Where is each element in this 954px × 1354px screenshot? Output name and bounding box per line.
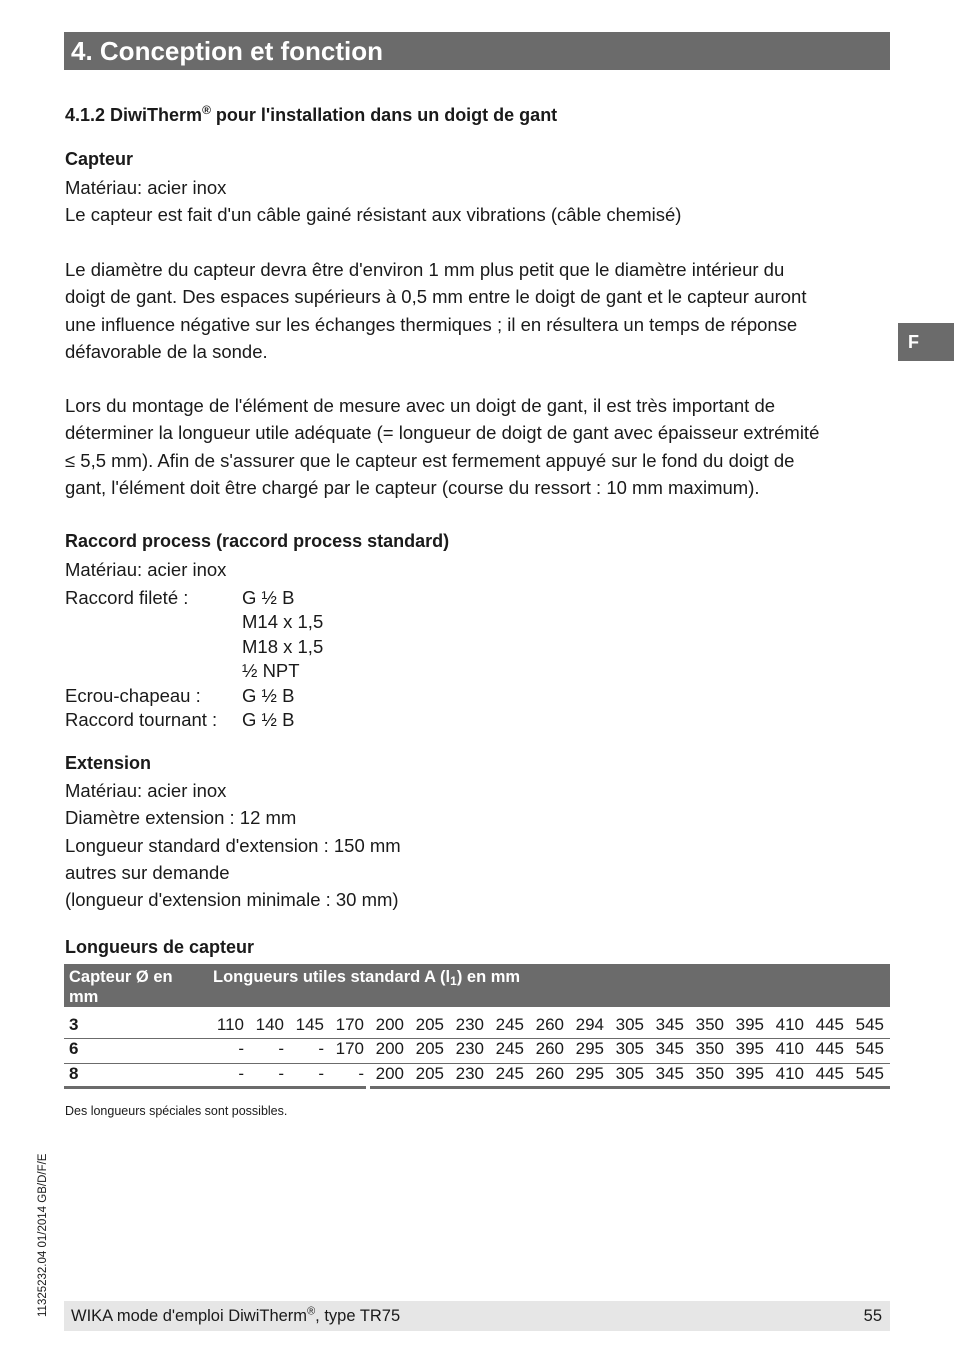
table-note: Des longueurs spéciales sont possibles. bbox=[65, 1104, 288, 1118]
length-cell: 305 bbox=[615, 1015, 644, 1034]
length-cell: 410 bbox=[775, 1064, 804, 1083]
paragraph-line: ≤ 5,5 mm). Afin de s'assurer que le capteur est fermement appuyé sur le fond du doigt de bbox=[65, 449, 795, 471]
extension-line: Matériau: acier inox bbox=[65, 780, 227, 801]
longueurs-heading: Longueurs de capteur bbox=[65, 937, 255, 957]
length-cell: 350 bbox=[695, 1064, 724, 1083]
length-cell: - bbox=[238, 1039, 244, 1058]
length-cell: 205 bbox=[415, 1015, 444, 1034]
table-bottom-rule bbox=[370, 1086, 890, 1089]
section-heading-rest: pour l'installation dans un doigt de gant bbox=[210, 105, 558, 125]
length-cell: 345 bbox=[655, 1064, 684, 1083]
length-cell: 200 bbox=[375, 1064, 404, 1083]
table-header bbox=[64, 964, 890, 1007]
paragraph-line: défavorable de la sonde. bbox=[65, 340, 268, 362]
length-cell: 230 bbox=[455, 1015, 484, 1034]
length-cell: 445 bbox=[815, 1015, 844, 1034]
length-cell: 545 bbox=[855, 1015, 884, 1034]
diameter-cell: 3 bbox=[69, 1015, 79, 1034]
length-cell: 200 bbox=[375, 1039, 404, 1058]
length-cell: 245 bbox=[495, 1039, 524, 1058]
length-cell: - bbox=[278, 1039, 284, 1058]
footer-title-rest: , type TR75 bbox=[315, 1307, 401, 1325]
table-row-divider bbox=[64, 1038, 890, 1039]
document-code-text: 11325232.04 01/2014 GB/D/F/E bbox=[37, 1153, 49, 1317]
table-bottom-rule bbox=[64, 1086, 366, 1089]
section-heading-text: 4.1.2 DiwiTherm bbox=[65, 105, 203, 125]
length-cell: 230 bbox=[455, 1039, 484, 1058]
length-cell: 445 bbox=[815, 1039, 844, 1058]
length-cell: 350 bbox=[695, 1015, 724, 1034]
spec-label: Raccord tournant : bbox=[65, 709, 218, 730]
table-row bbox=[64, 1064, 890, 1088]
length-cell: 170 bbox=[335, 1015, 364, 1034]
paragraph-line: gant, l'élément doit être chargé par le capteur (course du ressort : 10 mm maximum). bbox=[65, 476, 760, 498]
spec-value: M18 x 1,5 bbox=[242, 635, 324, 657]
paragraph-line: Le diamètre du capteur devra être d'environ 1 mm plus petit que le diamètre intérieur du bbox=[65, 259, 785, 280]
length-cell: 410 bbox=[775, 1015, 804, 1034]
raccord-spec-list bbox=[65, 586, 465, 736]
length-cell: 200 bbox=[375, 1015, 404, 1034]
spec-value: G ½ B bbox=[242, 709, 295, 730]
page-number: 55 bbox=[863, 1307, 882, 1325]
paragraph-line: Lors du montage de l'élément de mesure avec un doigt de gant, il est très important de bbox=[65, 395, 776, 416]
spec-label: Ecrou-chapeau : bbox=[65, 684, 201, 706]
diameter-cell: 6 bbox=[69, 1039, 79, 1058]
extension-heading: Extension bbox=[65, 753, 152, 773]
footer-title bbox=[71, 1301, 400, 1331]
length-cell: 345 bbox=[655, 1015, 684, 1034]
paragraph-line: déterminer la longueur utile adéquate (= longueur de doigt de gant avec épaisseur extrémité bbox=[65, 422, 820, 444]
registered-mark: ® bbox=[202, 103, 211, 117]
raccord-material: Matériau: acier inox bbox=[65, 559, 227, 580]
length-cell: 205 bbox=[415, 1064, 444, 1083]
length-cell: - bbox=[318, 1064, 324, 1083]
length-cell: - bbox=[238, 1064, 244, 1083]
length-cell: 110 bbox=[216, 1015, 244, 1034]
length-cell: - bbox=[278, 1064, 284, 1083]
table-row-divider bbox=[64, 1063, 890, 1064]
capteur-paragraph-2 bbox=[65, 392, 819, 501]
length-cell: 395 bbox=[735, 1015, 764, 1034]
table-row bbox=[64, 1039, 890, 1063]
diameter-cell: 8 bbox=[69, 1064, 79, 1083]
length-cell: 305 bbox=[615, 1039, 644, 1058]
length-cell: 445 bbox=[815, 1064, 844, 1083]
length-cell: 205 bbox=[415, 1039, 444, 1058]
column-header-lengths bbox=[213, 967, 520, 991]
length-cell: 230 bbox=[455, 1064, 484, 1083]
column-header-diameter: Capteur Ø en mm bbox=[69, 968, 173, 1006]
spec-value: M14 x 1,5 bbox=[242, 611, 324, 633]
length-cell: 245 bbox=[495, 1064, 524, 1083]
capteur-material: Matériau: acier inox bbox=[65, 177, 227, 198]
page-footer bbox=[64, 1301, 890, 1331]
spec-value: ½ NPT bbox=[242, 660, 300, 682]
column-header-subscript: 1 bbox=[450, 974, 457, 988]
table-row bbox=[64, 1015, 890, 1039]
length-cell: - bbox=[318, 1039, 324, 1058]
length-cell: 305 bbox=[615, 1064, 644, 1083]
length-cell: - bbox=[358, 1064, 364, 1083]
footer-title-text: WIKA mode d'emploi DiwiTherm bbox=[71, 1307, 308, 1325]
document-code bbox=[35, 1095, 51, 1317]
spec-value: G ½ B bbox=[242, 587, 295, 608]
paragraph-line: doigt de gant. Des espaces supérieurs à 0,5 mm entre le doigt de gant et le capteur auront bbox=[65, 286, 807, 308]
extension-details bbox=[65, 777, 401, 913]
extension-line: Longueur standard d'extension : 150 mm bbox=[65, 834, 401, 856]
spec-value: G ½ B bbox=[242, 684, 295, 706]
length-cell: 260 bbox=[535, 1064, 564, 1083]
capteur-paragraph-1 bbox=[65, 256, 806, 365]
length-cell: 350 bbox=[695, 1039, 724, 1058]
length-cell: 245 bbox=[495, 1015, 524, 1034]
length-cell: 395 bbox=[735, 1039, 764, 1058]
extension-line: Diamètre extension : 12 mm bbox=[65, 807, 297, 829]
capteur-heading: Capteur bbox=[65, 149, 134, 169]
length-cell: 395 bbox=[735, 1064, 764, 1083]
extension-line: (longueur d'extension minimale : 30 mm) bbox=[65, 889, 399, 911]
length-cell: 345 bbox=[655, 1039, 684, 1058]
page-title: 4. Conception et fonction bbox=[64, 32, 890, 70]
capteur-cable: Le capteur est fait d'un câble gainé résistant aux vibrations (câble chemisé) bbox=[65, 204, 682, 225]
length-cell: 145 bbox=[295, 1015, 324, 1034]
length-cell: 260 bbox=[535, 1015, 564, 1034]
length-cell: 295 bbox=[575, 1064, 604, 1083]
column-header-text-end: ) en mm bbox=[456, 968, 521, 986]
length-cell: 545 bbox=[855, 1039, 884, 1058]
column-header-text: Longueurs utiles standard A (l bbox=[213, 968, 451, 986]
paragraph-line: une influence négative sur les échanges thermiques ; il en résultera un temps de réponse bbox=[65, 313, 798, 335]
length-cell: 260 bbox=[535, 1039, 564, 1058]
spec-label: Raccord fileté : bbox=[65, 587, 189, 608]
length-cell: 140 bbox=[255, 1015, 284, 1034]
language-tab: F bbox=[898, 323, 954, 361]
length-cell: 170 bbox=[335, 1039, 364, 1058]
extension-line: autres sur demande bbox=[65, 861, 230, 883]
footer-registered-mark: ® bbox=[307, 1305, 316, 1318]
length-cell: 294 bbox=[575, 1015, 604, 1034]
raccord-heading: Raccord process (raccord process standard) bbox=[65, 531, 450, 551]
section-heading bbox=[65, 103, 557, 126]
length-cell: 410 bbox=[775, 1039, 804, 1058]
length-cell: 545 bbox=[855, 1064, 884, 1083]
length-cell: 295 bbox=[575, 1039, 604, 1058]
